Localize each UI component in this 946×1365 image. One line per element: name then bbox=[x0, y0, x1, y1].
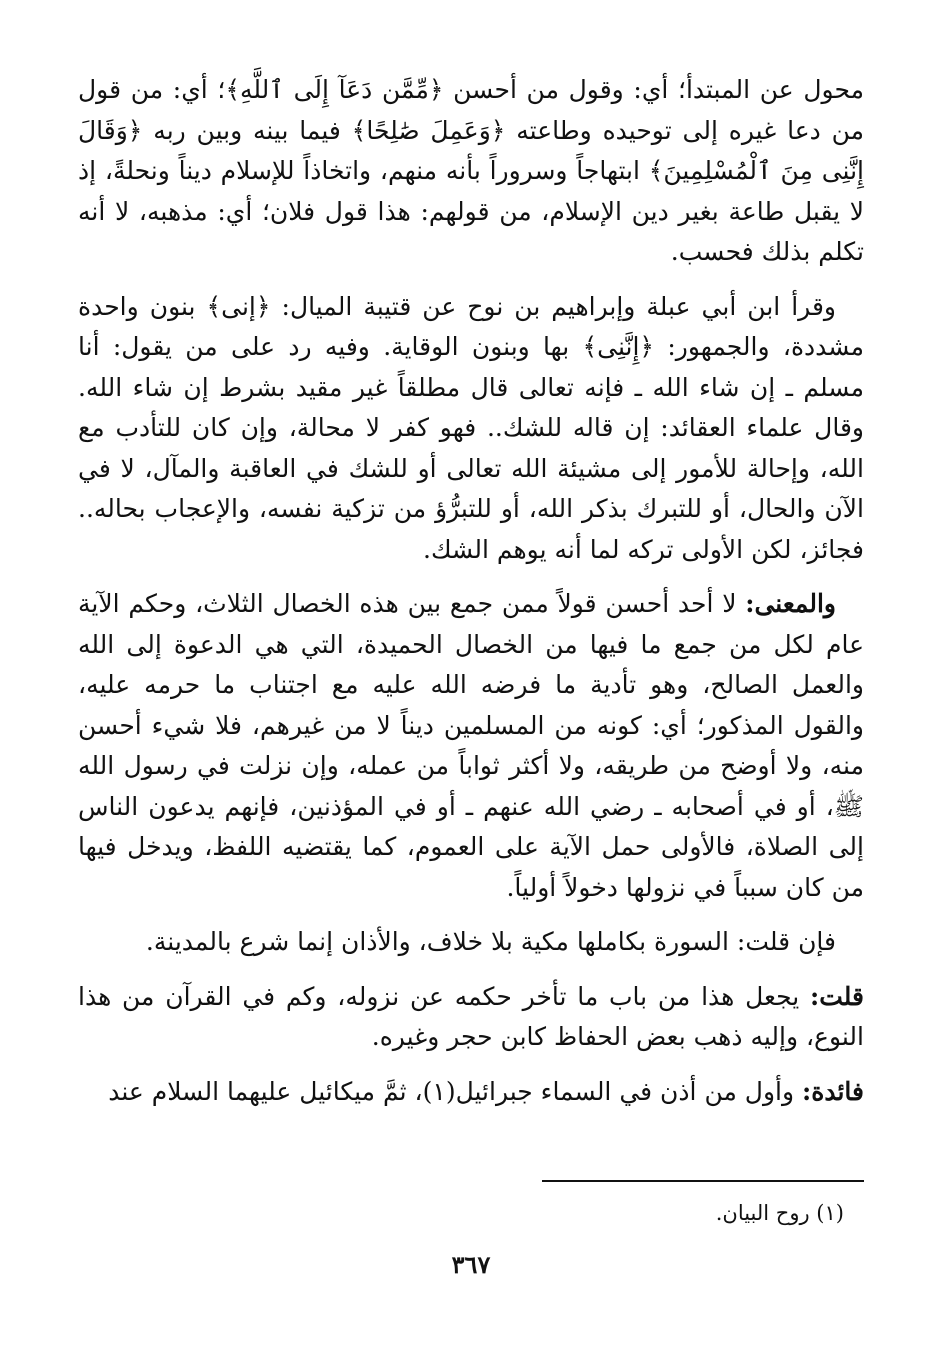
paragraph-3-lead: والمعنى: bbox=[745, 589, 836, 618]
footnote-divider bbox=[542, 1180, 864, 1182]
paragraph-3-text: لا أحد أحسن قولاً ممن جمع بين هذه الخصال الثلاث، وحكم الآية عام لكل من جمع ما فيها من الخصال الحميدة، التي هي الدعوة إلى الله والعمل الصالح، وهو تأدية ما فرضه الله عليه مع اجتناب ما حرمه عليه، والقول المذكور؛ أي: كونه من المسلمين ديناً لا من غيرهم، فلا شيء أحسن منه، ولا أوضح من طريقه، ولا أكثر ثواباً من عمله، وإن نزلت في رسول الله ﷺ، أو في أصحابه ـ رضي الله عنهم ـ أو في المؤذنين، فإنهم يدعون الناس إلى الصلاة، فالأولى حمل الآية على العموم، كما يقتضيه اللفظ، ويدخل فيها من كان سبباً في نزولها دخولاً أولياً. bbox=[78, 589, 864, 902]
paragraph-6 bbox=[78, 1072, 864, 1113]
paragraph-6-text: وأول من أذن في السماء جبرائيل(١)، ثمَّ ميكائيل عليهما السلام عند bbox=[108, 1076, 803, 1106]
paragraph-5-text: يجعل هذا من باب ما تأخر حكمه عن نزوله، وكم في القرآن من هذا النوع، وإليه ذهب بعض الحفاظ كابن حجر وغيره. bbox=[78, 981, 864, 1051]
paragraph-5 bbox=[78, 977, 864, 1058]
paragraph-2 bbox=[78, 287, 864, 571]
paragraph-4 bbox=[78, 922, 864, 963]
paragraph-6-lead: فائدة: bbox=[802, 1076, 864, 1106]
paragraph-5-lead: قلت: bbox=[809, 981, 864, 1011]
footnote: (١) روح البيان. bbox=[715, 1201, 844, 1225]
paragraph-3 bbox=[78, 584, 864, 908]
paragraph-1 bbox=[78, 70, 864, 273]
paragraph-2-text: وقرأ ابن أبي عبلة وإبراهيم بن نوح عن قتيبة الميال: ﴿إنى﴾ بنون واحدة مشددة، والجمهور: ﴿إِنَّنِى﴾ بها وبنون الوقاية. وفيه رد على من يقول: أنا مسلم ـ إن شاء الله ـ فإنه تعالى قال مطلقاً غير مقيد بشرط إن شاء الله. وقال علماء العقائد: إن قاله للشك.. فهو كفر لا محالة، وإن كان للتأدب مع الله، وإحالة للأمور إلى مشيئة الله تعالى أو للشك في العاقبة والمآل، لا في الآن والحال، أو للتبرك بذكر الله، أو للتبرُّؤ من تزكية نفسه، والإعجاب بحاله.. فجائز، لكن الأولى تركه لما أنه يوهم الشك. bbox=[78, 291, 864, 564]
page-number: ٣٦٧ bbox=[451, 1250, 491, 1279]
paragraph-1-text: محول عن المبتدأ؛ أي: وقول من أحسن ﴿مِّمَّن دَعَآ إِلَى ٱللَّهِ﴾؛ أي: من قول من دعا غيره إلى توحيده وطاعته ﴿وَعَمِلَ صَٰلِحًا﴾ فيما بينه وبين ربه ﴿وَقَالَ إِنَّنِى مِنَ ٱلْمُسْلِمِينَ﴾ ابتهاجاً وسروراً بأنه منهم، واتخاذاً للإسلام ديناً ونحلةً، إذ لا يقبل طاعة بغير دين الإسلام، من قولهم: هذا قول فلان؛ أي: مذهبه، لا أنه تكلم بذلك فحسب. bbox=[78, 75, 864, 266]
body-text bbox=[78, 70, 864, 1112]
page bbox=[78, 70, 864, 1330]
paragraph-4-text: فإن قلت: السورة بكاملها مكية بلا خلاف، والأذان إنما شرع بالمدينة. bbox=[145, 927, 836, 956]
